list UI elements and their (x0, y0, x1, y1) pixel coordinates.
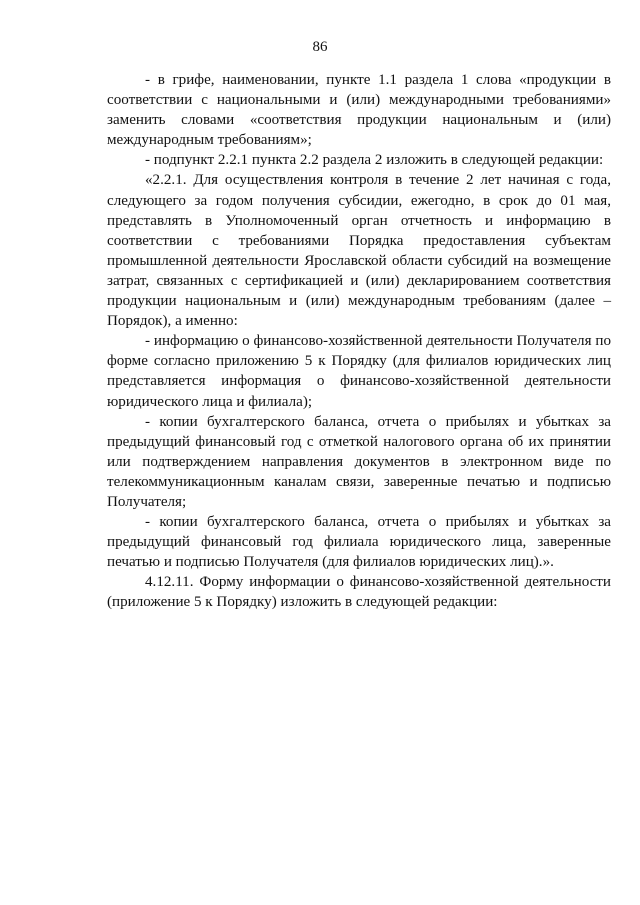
paragraph-subclause-intro: - подпункт 2.2.1 пункта 2.2 раздела 2 изложить в следующей редакции: (145, 152, 604, 169)
page-number: 86 (312, 39, 328, 55)
paragraph-item-balance-copies: - копии бухгалтерского баланса, отчета о прибылях и убытках за предыдущий финансовый год с отметкой налогового органа об их принятии или подтверждением направления документов в электронном виде по телекоммуникационным каналам связи, заверенные печатью и подписью Получателя; (107, 413, 611, 510)
paragraph-item-branch-balance-copies: - копии бухгалтерского баланса, отчета о прибылях и убытках за предыдущий финансовый год филиала юридического лица, заверенные печатью и подписью Получателя (для филиалов юридических лиц).». (107, 514, 611, 571)
paragraph-item-financial-info: - информацию о финансово-хозяйственной деятельности Получателя по форме согласно приложению 5 к Порядку (для филиалов юридических лиц представляется информация о финансово-хозяйственной деятельности юридического лица и филиала); (107, 333, 611, 410)
document-body (107, 70, 611, 613)
paragraph-clause-2-2-1: «2.2.1. Для осуществления контроля в течение 2 лет начиная с года, следующего за годом получения субсидии, ежегодно, в срок до 01 мая, представлять в Уполномоченный орган отчетность и информацию в соответствии с требованиями Порядка предоставления субъектам промышленной деятельности Ярославской области субсидий на возмещение затрат, связанных с сертификацией и (или) декларированием соответствия продукции национальным и (или) международным требованиям (далее – Порядок), а именно: (107, 172, 611, 330)
paragraph-clause-4-12-11: 4.12.11. Форму информации о финансово-хозяйственной деятельности (приложение 5 к Порядку) изложить в следующей редакции: (107, 574, 611, 611)
paragraph-rename-clause: - в грифе, наименовании, пункте 1.1 раздела 1 слова «продукции в соответствии с национальными и (или) международными требованиями» заменить словами «соответствия продукции национальным и (или) международным требованиям»; (107, 72, 611, 149)
